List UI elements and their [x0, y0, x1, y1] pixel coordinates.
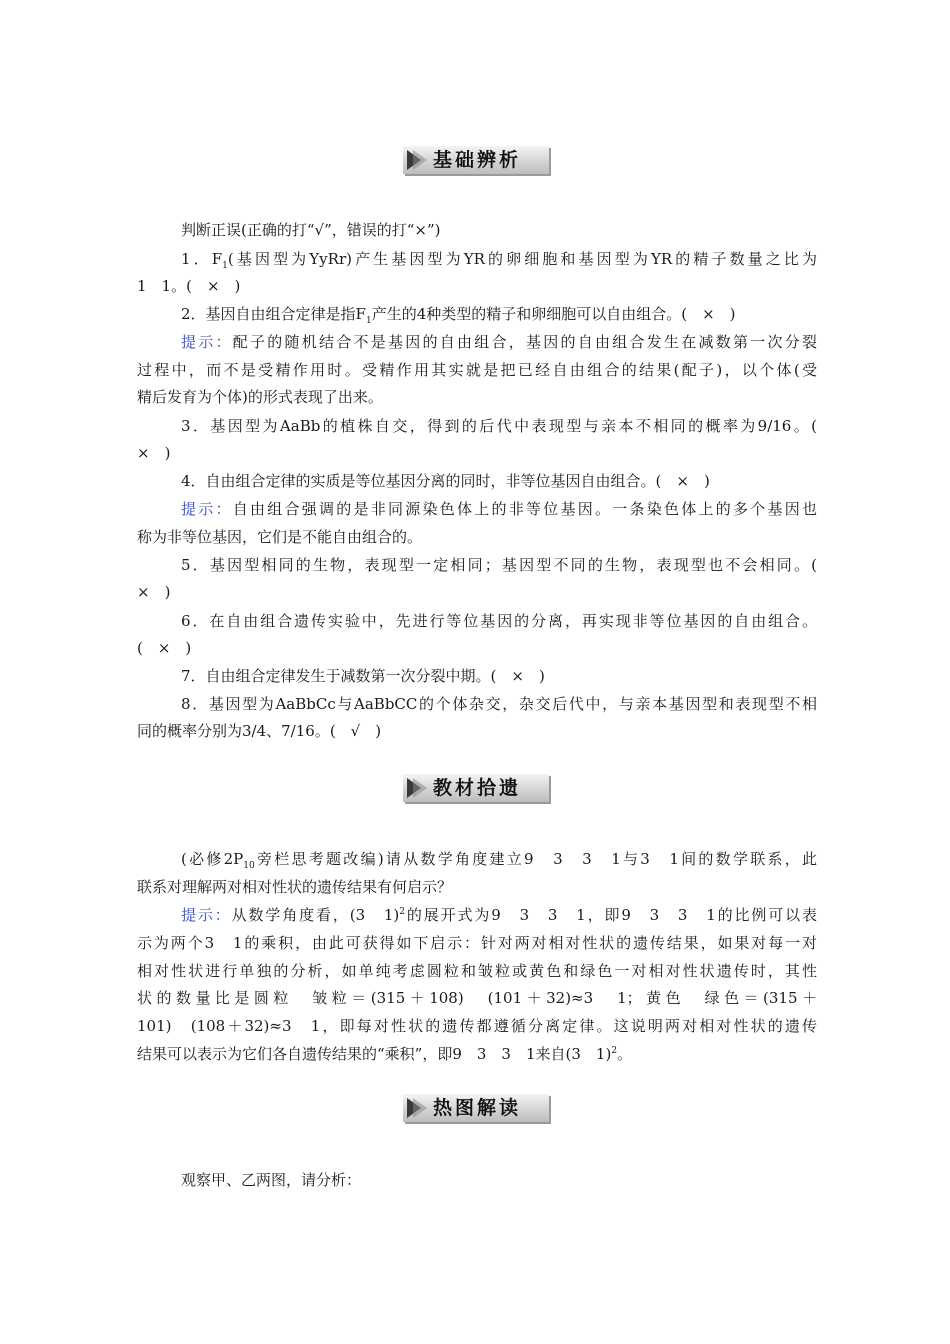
- question-6-cont: ( × ): [137, 639, 192, 657]
- hint-4: 提示：自由组合强调的是非同源染色体上的非等位基因。一条染色体上的多个基因也: [181, 500, 817, 518]
- hint-4-line-2: 称为非等位基因，它们是不能自由组合的。: [137, 528, 423, 546]
- hint-2: 提示：配子的随机结合不是基因的自由组合，基因的自由组合发生在减数第一次分裂: [181, 333, 817, 351]
- question-7: 7．自由组合定律发生于减数第一次分裂中期。( × ): [181, 667, 545, 685]
- question-5: 5．基因型相同的生物，表现型一定相同；基因型不同的生物，表现型也不会相同。(: [181, 556, 817, 574]
- question-8: 8．基因型为AaBbCc与AaBbCC的个体杂交，杂交后代中，与亲本基因型和表现型不相: [181, 695, 817, 713]
- arrow-icon: [403, 146, 429, 174]
- question-8-cont: 同的概率分别为3/4、7/16。( √ ): [137, 722, 382, 740]
- arrow-icon: [403, 774, 429, 802]
- question-3-cont: × ): [137, 444, 171, 462]
- question-2: 2．基因自由组合定律是指$F_1$产生的4种类型的精子和卵细胞可以自由组合。( × ): [181, 305, 736, 326]
- hint-2-line-3: 精后发育为个体)的形式表现了出来。: [137, 388, 383, 406]
- textbook-hint-line-6: 结果可以表示为它们各自遗传结果的“乘积”，即9 3 3 1来自(3 1)$^2$。: [137, 1045, 633, 1063]
- section-banner-retu: [403, 1094, 549, 1122]
- figure-prompt: 观察甲、乙两图，请分析：: [181, 1171, 362, 1189]
- question-1-cont: 1 1。( × ): [137, 277, 241, 295]
- section-title: 教材拾遗: [433, 777, 522, 799]
- intro-text: 判断正误(正确的打“√”，错误的打“×”): [181, 221, 441, 239]
- question-1: 1．$F_1$(基因型为YyRr)产生基因型为YR的卵细胞和基因型为YR的精子数量之比为: [181, 250, 817, 271]
- textbook-hint-line-2: 示为两个3 1的乘积，由此可获得如下启示：针对两对相对性状的遗传结果，如果对每一对: [137, 934, 817, 952]
- hint-label: 提示：: [181, 500, 233, 518]
- hint-label: 提示：: [181, 906, 232, 924]
- question-4: 4．自由组合定律的实质是等位基因分离的同时，非等位基因自由组合。( × ): [181, 472, 710, 490]
- question-5-cont: × ): [137, 583, 171, 601]
- section-banner-jichu: [403, 146, 549, 174]
- textbook-hint-line-3: 相对性状进行单独的分析，如单纯考虑圆粒和皱粒或黄色和绿色一对相对性状遗传时，其性: [137, 962, 817, 980]
- textbook-hint-line-5: 101) (108＋32)≈3 1，即每对性状的遗传都遵循分离定律。这说明两对相对性状的遗传: [137, 1017, 817, 1035]
- hint-label: 提示：: [181, 333, 233, 351]
- textbook-hint-line-4: 状的数量比是圆粒 皱粒＝(315＋108) (101＋32)≈3 1；黄色 绿色＝(315＋: [137, 989, 817, 1007]
- question-6: 6．在自由组合遗传实验中，先进行等位基因的分离，再实现非等位基因的自由组合。: [181, 612, 817, 630]
- textbook-hint: 提示：从数学角度看，(3 1)$^2$的展开式为9 3 3 1，即9 3 3 1的比例可以表: [181, 906, 817, 924]
- section-title: 基础辨析: [433, 149, 522, 171]
- hint-2-line-2: 过程中，而不是受精作用时。受精作用其实就是把已经自由组合的结果(配子)，以个体(受: [137, 361, 817, 379]
- arrow-icon: [403, 1094, 429, 1122]
- question-3: 3．基因型为AaBb的植株自交，得到的后代中表现型与亲本不相同的概率为9/16。(: [181, 417, 817, 435]
- section-title: 热图解读: [433, 1097, 522, 1119]
- textbook-question-cont: 联系对理解两对相对性状的遗传结果有何启示？: [137, 878, 453, 896]
- section-banner-jiaocai: [403, 774, 549, 802]
- textbook-question: (必修$2P_{10}$旁栏思考题改编)请从数学角度建立9 3 3 1与3 1间的数学联系，此: [181, 850, 817, 871]
